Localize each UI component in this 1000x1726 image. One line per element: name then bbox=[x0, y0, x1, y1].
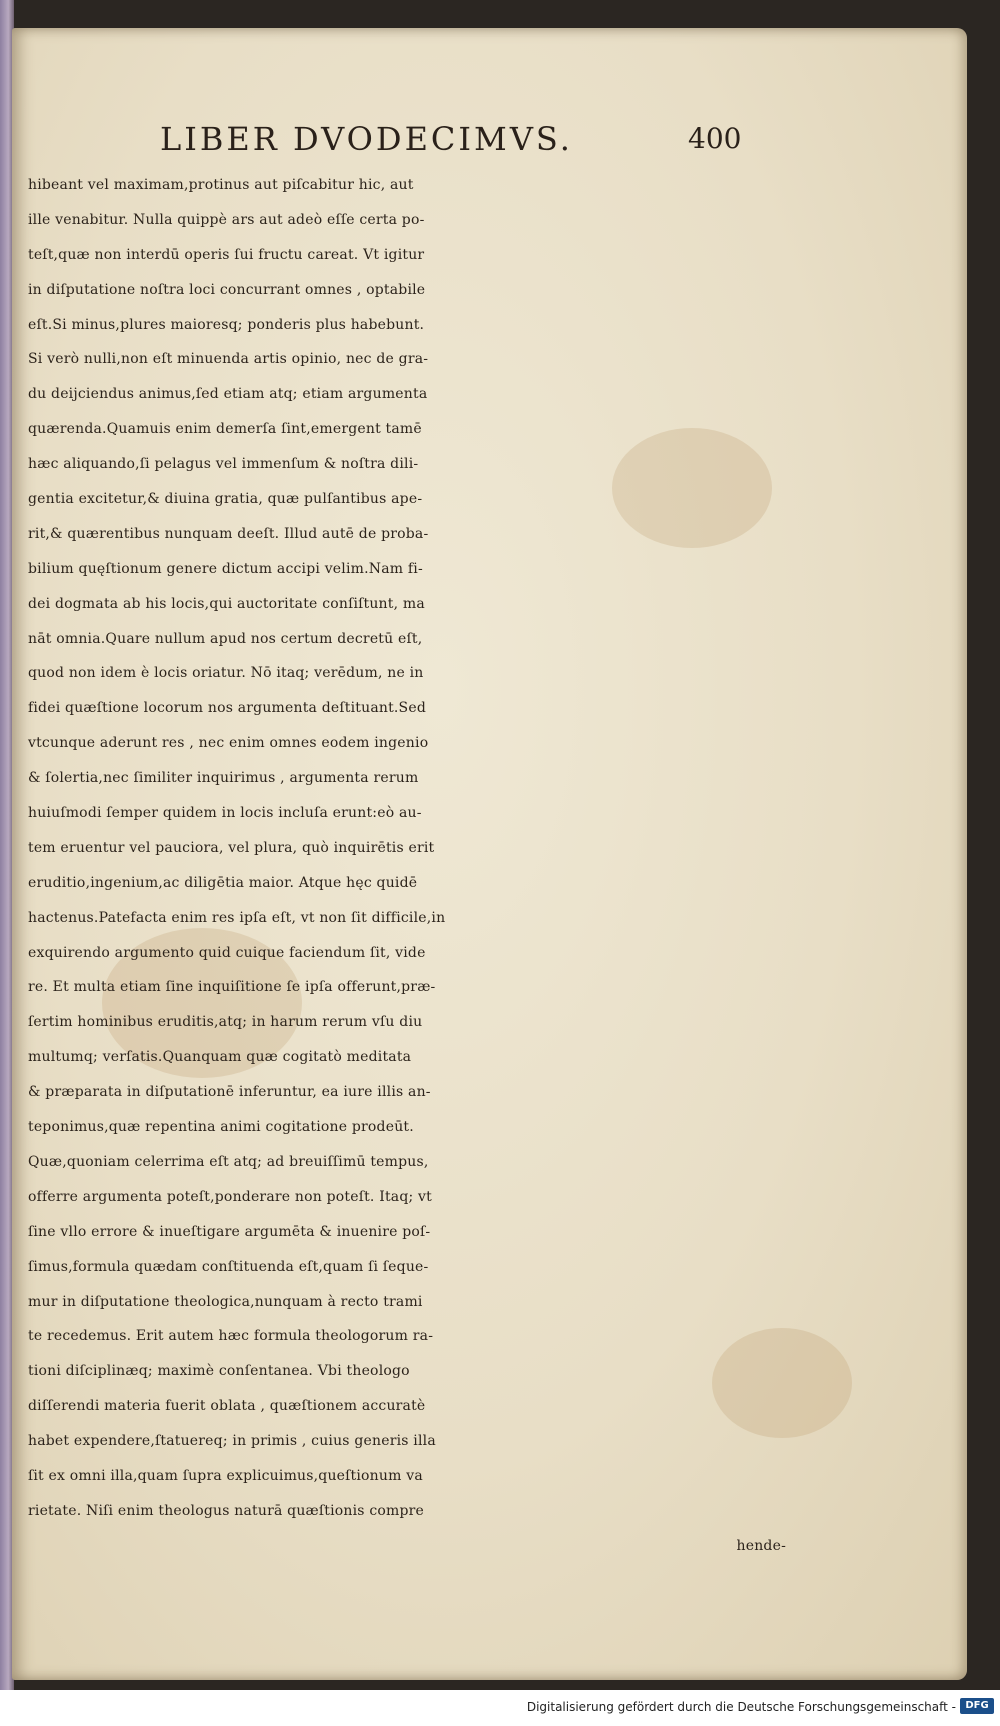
text-line: hæc aliquando,ſi pelagus vel immenſum & noſtra dili- bbox=[28, 456, 419, 473]
text-line: ſertim hominibus eruditis,atq; in harum rerum vſu diu bbox=[28, 1014, 423, 1031]
running-title: LIBER DVODECIMVS. bbox=[160, 120, 573, 158]
text-line: gentia excitetur,& diuina gratia, quæ pulſantibus ape- bbox=[28, 491, 423, 508]
text-line: habet expendere,ſtatuereq; in primis , cuius generis illa bbox=[28, 1433, 436, 1450]
running-head bbox=[12, 110, 967, 160]
text-line: tioni diſciplinæq; maximè conſentanea. Vbi theologo bbox=[28, 1363, 410, 1380]
text-line: hactenus.Patefacta enim res ipſa eſt, vt non ſit difficile,in bbox=[28, 909, 446, 926]
text-line: ille venabitur. Nulla quippè ars aut adeò eſſe certa po- bbox=[28, 211, 425, 228]
funding-notice: Digitalisierung gefördert durch die Deutsche Forschungsgemeinschaft - bbox=[526, 1700, 956, 1714]
text-line: rit,& quærentibus nunquam deeſt. Illud autē de proba- bbox=[28, 525, 429, 542]
text-line: du deijciendus animus,ſed etiam atq; etiam argumenta bbox=[28, 386, 428, 403]
page-number: 400 bbox=[688, 122, 742, 155]
text-line: exquirendo argumento quid cuique faciendum ſit, vide bbox=[28, 944, 426, 961]
text-line: nāt omnia.Quare nullum apud nos certum decretū eſt, bbox=[28, 630, 423, 647]
text-line: multumq; verſatis.Quanquam quæ cogitatò meditata bbox=[28, 1049, 412, 1066]
text-line: vtcunque aderunt res , nec enim omnes eodem ingenio bbox=[28, 735, 429, 752]
digitization-footer bbox=[0, 1690, 1000, 1726]
text-line: bilium quęſtionum genere dictum accipi velim.Nam fi- bbox=[28, 560, 423, 577]
text-block bbox=[28, 168, 788, 1564]
dfg-logo: DFG bbox=[960, 1698, 994, 1714]
book-page bbox=[12, 28, 967, 1680]
text-line: dei dogmata ab his locis,qui auctoritate conſiſtunt, ma bbox=[28, 595, 425, 612]
text-line: huiuſmodi ſemper quidem in locis incluſa erunt:eò au- bbox=[28, 805, 422, 822]
text-line: Si verò nulli,non eſt minuenda artis opinio, nec de gra- bbox=[28, 351, 429, 368]
text-line: ſimus,formula quædam conſtituenda eſt,quam ſi ſeque- bbox=[28, 1258, 429, 1275]
text-line: teponimus,quæ repentina animi cogitatione prodeūt. bbox=[28, 1119, 414, 1136]
text-line: & præparata in diſputationē inferuntur, ea iure illis an- bbox=[28, 1084, 431, 1101]
text-line: re. Et multa etiam ſine inquiſitione ſe ipſa offerunt,præ- bbox=[28, 979, 436, 996]
text-line: quærenda.Quamuis enim demerſa ſint,emergent tamē bbox=[28, 421, 422, 438]
text-line: in diſputatione noſtra loci concurrant omnes , optabile bbox=[28, 281, 426, 298]
text-line: ſit ex omni illa,quam ſupra explicuimus,queſtionum va bbox=[28, 1467, 423, 1484]
text-line: offerre argumenta poteſt,ponderare non poteſt. Itaq; vt bbox=[28, 1188, 432, 1205]
text-line: teſt,quæ non interdū operis ſui fructu careat. Vt igitur bbox=[28, 246, 425, 263]
text-line: hibeant vel maximam,protinus aut piſcabitur hic, aut bbox=[28, 177, 414, 193]
text-line: fidei quæſtione locorum nos argumenta deſtituant.Sed bbox=[28, 700, 426, 717]
text-line: ſine vllo errore & inueſtigare argumēta & inuenire poſ- bbox=[28, 1223, 431, 1240]
text-line: rietate. Niſi enim theologus naturā quæſtionis compre bbox=[28, 1502, 425, 1519]
text-line: Quæ,quoniam celerrima eſt atq; ad breuiſſimū tempus, bbox=[28, 1153, 429, 1170]
text-line: quod non idem è locis oriatur. Nō itaq; verēdum, ne in bbox=[28, 665, 424, 682]
text-line: eruditio,ingenium,ac diligētia maior. Atque hęc quidē bbox=[28, 874, 418, 891]
text-line: eſt.Si minus,plures maioresq; ponderis plus habebunt. bbox=[28, 316, 425, 333]
catchword: hende- bbox=[736, 1537, 786, 1554]
text-line: diſſerendi materia fuerit oblata , quæſtionem accuratè bbox=[28, 1398, 426, 1415]
text-line: mur in diſputatione theologica,nunquam à recto trami bbox=[28, 1293, 423, 1310]
text-line: tem eruentur vel pauciora, vel plura, quò inquirētis erit bbox=[28, 839, 435, 856]
text-line: & ſolertia,nec ſimiliter inquirimus , argumenta rerum bbox=[28, 770, 419, 787]
text-line: te recedemus. Erit autem hæc formula theologorum ra- bbox=[28, 1328, 434, 1345]
